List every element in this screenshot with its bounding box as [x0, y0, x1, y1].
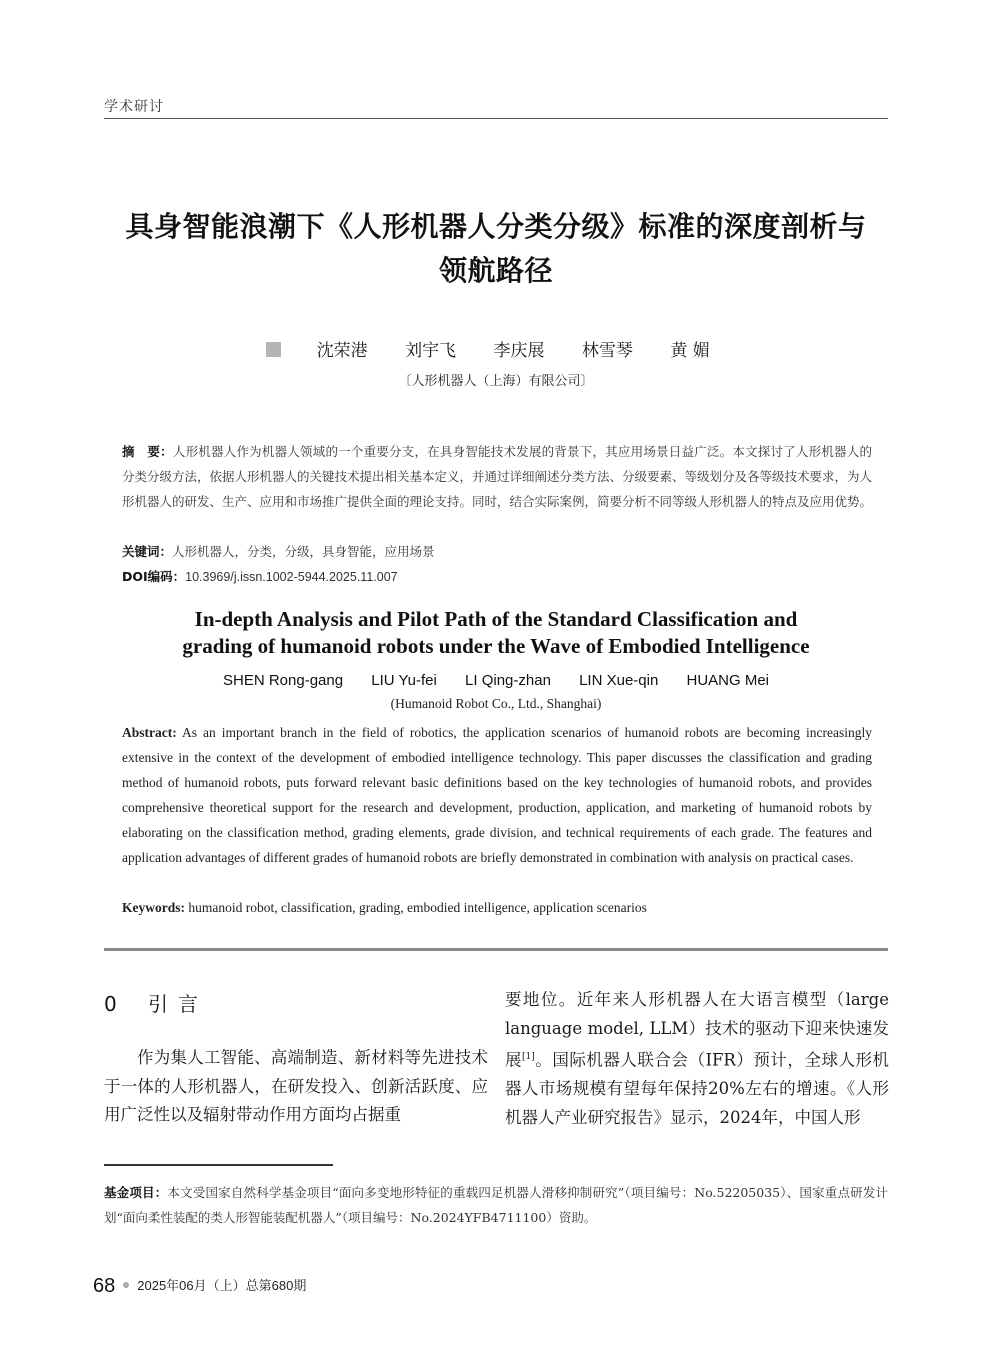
section-heading [104, 988, 208, 1017]
english-author: LI Qing-zhan [465, 672, 551, 689]
page-number: 68 [93, 1275, 116, 1297]
funding-label: 基金项目： [104, 1185, 168, 1200]
page-footer [93, 1275, 306, 1298]
funding-text: 本文受国家自然科学基金项目“面向多变地形特征的重载四足机器人滑移抑制研究”（项目编号：No.52205035）、国家重点研发计划“面向柔性装配的类人形智能装配机器人”（项目编号：No.2024YFB4711100）资助。 [104, 1185, 888, 1225]
author-name: 林雪琴 [581, 341, 633, 361]
english-author: LIU Yu-fei [371, 672, 437, 689]
english-affiliation: (Humanoid Robot Co., Ltd., Shanghai) [390, 696, 602, 711]
cn-abstract-label: 摘 要： [122, 444, 173, 459]
paper-title-line1: 具身智能浪潮下《人形机器人分类分级》标准的深度剖析与 [125, 210, 867, 243]
body-column-left: 作为集人工智能、高端制造、新材料等先进技术于一体的人形机器人，在研发投入、创新活跃度、应用广泛性以及辐射带动作用方面均占据重 [104, 1048, 488, 1124]
cn-keywords [122, 539, 872, 564]
english-keywords-text: humanoid robot, classification, grading, embodied intelligence, application scenarios [188, 900, 647, 915]
affiliation: 〔人形机器人（上海）有限公司〕 [398, 374, 594, 389]
english-abstract [122, 720, 872, 870]
english-keywords-label: Keywords: [122, 900, 185, 915]
author-name: 刘宇飞 [405, 341, 457, 361]
section-label: 学术研讨 [104, 99, 164, 115]
citation-ref[interactable]: [1] [522, 1052, 535, 1062]
issue-info: 2025年06月（上）总第680期 [137, 1278, 307, 1293]
section-title: 引言 [148, 992, 208, 1016]
footnote-rule [104, 1164, 333, 1166]
english-title [100, 606, 892, 660]
funding-footnote [104, 1180, 888, 1230]
paper-title [100, 205, 892, 293]
cn-keywords-label: 关键词： [122, 544, 173, 559]
english-title-line1: In-depth Analysis and Pilot Path of the Standard Classification and [194, 607, 798, 631]
english-title-line2: grading of humanoid robots under the Wave of Embodied Intelligence [182, 634, 810, 658]
english-author: SHEN Rong-gang [223, 672, 344, 689]
cn-doi [122, 564, 872, 590]
english-author: HUANG Mei [686, 672, 769, 689]
english-keywords [122, 895, 872, 920]
author-name: 沈荣港 [316, 341, 368, 361]
doi-value[interactable]: 10.3969/j.issn.1002-5944.2025.11.007 [185, 570, 398, 584]
authors-row [0, 336, 992, 361]
doi-label: DOI编码： [122, 569, 186, 584]
bullet-dot-icon [123, 1282, 129, 1288]
section-number: 0 [104, 992, 117, 1016]
author-name: 黄 媚 [670, 341, 710, 361]
cn-abstract [122, 439, 872, 514]
header-rule [104, 118, 888, 119]
english-abstract-label: Abstract: [122, 725, 177, 740]
divider-rule [104, 948, 888, 951]
english-authors [0, 672, 992, 689]
english-abstract-text: As an important branch in the field of robotics, the application scenarios of humanoid robots are becoming increasingly extensive in the context of the development of embodied intelligence technology. This paper discusses the classification and grading method of humanoid robots, puts forward relevant basic definitions based on the key technologies of humanoid robots, and provides comprehensive theoretical support for the research and development, production, application, and marketing of humanoid robots by elaborating on the classification method, grading elements, grade division, and technical requirements of each grade. The features and application advantages of different grades of humanoid robots are briefly demonstrated in combination with analysis on practical cases. [122, 725, 872, 865]
author-marker-icon [266, 342, 281, 357]
cn-abstract-text: 人形机器人作为机器人领域的一个重要分支，在具身智能技术发展的背景下，其应用场景日益广泛。本文探讨了人形机器人的分类分级方法，依据人形机器人的关键技术提出相关基本定义，并通过详细阐述分类方法、分级要素、等级划分及各等级技术要求，为人形机器人的研发、生产、应用和市场推广提供全面的理论支持。同时，结合实际案例，简要分析不同等级人形机器人的特点及应用优势。 [122, 444, 873, 509]
english-author: LIN Xue-qin [579, 672, 659, 689]
paper-title-line2: 领航路径 [438, 254, 553, 287]
body-text: 要地位。近年来人形机器人在大语言模型（large language model, LLM）技术的驱动下迎来快速发展 [505, 990, 889, 1070]
body-text: 。国际机器人联合会（IFR）预计，全球人形机器人市场规模有望每年保持20%左右的增速。《人形机器人产业研究报告》显示，2024年，中国人形 [505, 1050, 890, 1127]
author-name: 李庆展 [493, 341, 545, 361]
body-column-right [505, 986, 889, 1132]
cn-keywords-text: 人形机器人，分类，分级，具身智能，应用场景 [172, 544, 435, 559]
